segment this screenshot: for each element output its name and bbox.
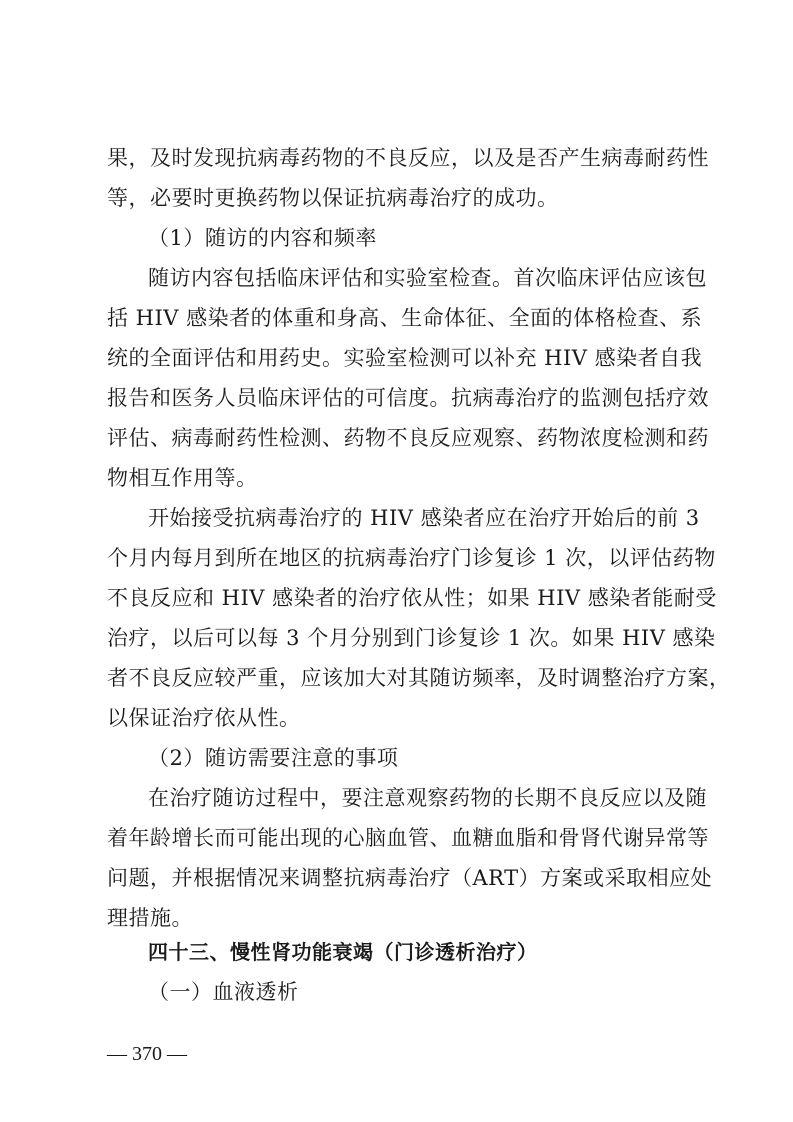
text-line-4: 随访内容包括临床评估和实验室检查。首次临床评估应该包 xyxy=(148,266,707,290)
page-number: — 370 — xyxy=(107,1043,187,1065)
text-line-7: 报告和医务人员临床评估的可信度。抗病毒治疗的监测包括疗效 xyxy=(107,386,709,410)
text-line-17: 在治疗随访过程中，要注意观察药物的长期不良反应以及随 xyxy=(148,786,707,810)
text-line-20: 理措施。 xyxy=(107,906,193,930)
subsection-heading-3: （一）血液透析 xyxy=(148,980,299,1004)
text-line-18: 着年龄增长而可能出现的心脑血管、血糖血脂和骨肾代谢异常等 xyxy=(107,826,709,850)
text-line-9: 物相互作用等。 xyxy=(107,466,258,490)
section-heading: 四十三、慢性肾功能衰竭（门诊透析治疗） xyxy=(148,940,538,964)
text-line-15: 以保证治疗依从性。 xyxy=(107,706,301,730)
text-line-14: 者不良反应较严重，应该加大对其随访频率，及时调整治疗方案， xyxy=(107,666,731,690)
subsection-heading-1: （1）随访的内容和频率 xyxy=(148,226,377,250)
text-line-8: 评估、病毒耐药性检测、药物不良反应观察、药物浓度检测和药 xyxy=(107,426,709,450)
text-line-2: 等，必要时更换药物以保证抗病毒治疗的成功。 xyxy=(107,186,559,210)
text-line-5: 括 HIV 感染者的体重和身高、生命体征、全面的体格检查、系 xyxy=(107,306,703,330)
text-line-12: 不良反应和 HIV 感染者的治疗依从性；如果 HIV 感染者能耐受 xyxy=(107,586,717,610)
text-line-13: 治疗，以后可以每 3 个月分别到门诊复诊 1 次。如果 HIV 感染 xyxy=(107,626,716,650)
text-line-19: 问题，并根据情况来调整抗病毒治疗（ART）方案或采取相应处 xyxy=(107,866,713,890)
text-line-11: 个月内每月到所在地区的抗病毒治疗门诊复诊 1 次，以评估药物 xyxy=(107,546,716,570)
text-line-1: 果，及时发现抗病毒药物的不良反应，以及是否产生病毒耐药性 xyxy=(107,146,709,170)
text-line-10: 开始接受抗病毒治疗的 HIV 感染者应在治疗开始后的前 3 xyxy=(148,506,700,530)
text-line-6: 统的全面评估和用药史。实验室检测可以补充 HIV 感染者自我 xyxy=(107,346,703,370)
subsection-heading-2: （2）随访需要注意的事项 xyxy=(148,746,399,770)
